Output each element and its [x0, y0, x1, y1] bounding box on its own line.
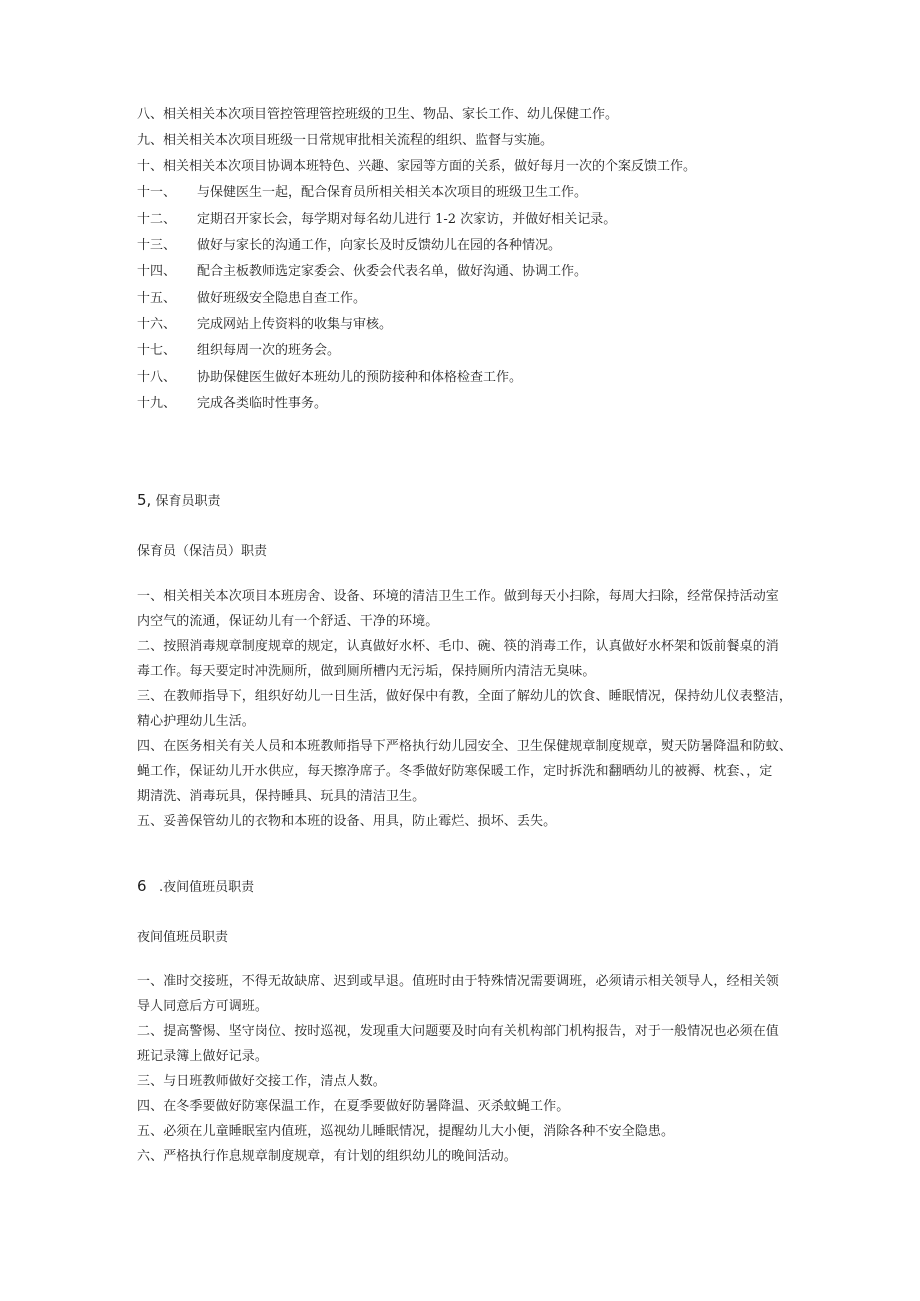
paragraph-line: 四、在冬季要做好防寒保温工作，在夏季要做好防暑降温、灭杀蚊蝇工作。 — [137, 1099, 570, 1114]
list-number: 十三、 — [137, 238, 177, 253]
paragraph-line: 精心护理幼儿生活。 — [137, 714, 255, 729]
section-heading — [137, 876, 254, 895]
list-number: 十六、 — [137, 317, 177, 332]
paragraph-line: 二、按照消毒规章制度规章的规定，认真做好水杯、毛巾、碗、筷的消毒工作，认真做好水杯架和饭前餐桌的消 — [137, 639, 779, 654]
paragraph-line: 六、严格执行作息规章制度规章，有计划的组织幼儿的晚间活动。 — [137, 1149, 517, 1164]
paragraph-line: 期清洗、消毒玩具，保持睡具、玩具的清洁卫生。 — [137, 789, 426, 804]
list-number: 十二、 — [137, 212, 177, 227]
paragraph-line: 四、在医务相关有关人员和本班教师指导下严格执行幼儿园安全、卫生保健规章制度规章，熨天防暑降温和防蚊、 — [137, 739, 793, 754]
paragraph-line: 毒工作。每天要定时冲洗厕所，做到厕所槽内无污垢，保持厕所内清洁无臭味。 — [137, 664, 596, 679]
list-number: 十四、 — [137, 264, 177, 279]
section-number: 5, — [137, 491, 152, 509]
list-text: 完成网站上传资料的收集与审核。 — [197, 317, 393, 332]
list-number: 十一、 — [137, 185, 177, 200]
section-heading — [137, 490, 220, 509]
paragraph-line: 蝇工作，保证幼儿开水供应，每天擦净席子。冬季做好防寒保暖工作，定时拆洗和翻晒幼儿的被褥、枕套、，定 — [137, 764, 773, 779]
paragraph — [137, 969, 793, 1169]
list-text: 做好与家长的沟通工作，向家长及时反馈幼儿在园的各种情况。 — [197, 238, 562, 253]
list-number: 十五、 — [137, 291, 177, 306]
section-subtitle: 夜间值班员职责 — [137, 930, 229, 945]
paragraph-line: 三、在教师指导下，组织好幼儿一日生活，做好保中有教，全面了解幼儿的饮食、睡眠情况，保持幼儿仪表整洁， — [137, 689, 793, 704]
paragraph-line: 三、与日班教师做好交接工作，清点人数。 — [137, 1074, 386, 1089]
list-text: 做好班级安全隐患自查工作。 — [197, 291, 367, 306]
paragraph-line: 五、必须在儿童睡眠室内值班，巡视幼儿睡眠情况，提醒幼儿大小便，消除各种不安全隐患。 — [137, 1124, 675, 1139]
list-number: 十九、 — [137, 396, 177, 411]
list-number: 十七、 — [137, 343, 177, 358]
list-number: 十八、 — [137, 370, 177, 385]
paragraph-line: 二、提高警惕、坚守岗位、按时巡视，发现重大问题要及时向有关机构部门机构报告，对于一般情况也必须在值 — [137, 1024, 779, 1039]
list-text: 协助保健医生做好本班幼儿的预防接种和体格检查工作。 — [197, 370, 523, 385]
paragraph — [137, 584, 793, 834]
list-item — [137, 290, 366, 308]
list-item: 九、相关相关本次项目班级一日常规审批相关流程的组织、监督与实施。 — [137, 133, 554, 148]
paragraph-line: 内空气的流通，保证幼儿有一个舒适、干净的环境。 — [137, 614, 439, 629]
section-subtitle: 保育员（保洁员）职责 — [137, 544, 268, 559]
list-text: 配合主板教师选定家委会、伙委会代表名单，做好沟通、协调工作。 — [197, 264, 588, 279]
list-item — [137, 369, 522, 387]
list-item: 八、相关相关本次项目管控管理管控班级的卫生、物品、家长工作、幼儿保健工作。 — [137, 107, 619, 122]
paragraph-line: 班记录簿上做好记录。 — [137, 1049, 269, 1064]
list-item — [137, 237, 561, 255]
list-text: 组织每周一次的班务会。 — [197, 343, 341, 358]
section-number: 6 — [137, 877, 147, 895]
list-item — [137, 211, 616, 229]
list-text: 定期召开家长会，每学期对每名幼儿进行 1-2 次家访，并做好相关记录。 — [197, 212, 617, 227]
paragraph-line: 一、相关相关本次项目本班房舍、设备、环境的清洁卫生工作。做到每天小扫除，每周大扫除，经常保持活动室 — [137, 589, 779, 604]
list-item — [137, 184, 587, 202]
paragraph-line: 五、妥善保管幼儿的衣物和本班的设备、用具，防止霉烂、损坏、丢失。 — [137, 814, 557, 829]
list-item: 十、相关相关本次项目协调本班特色、兴趣、家园等方面的关系，做好每月一次的个案反馈工作。 — [137, 159, 697, 174]
list-item — [137, 342, 340, 360]
paragraph-line: 导人同意后方可调班。 — [137, 999, 269, 1014]
list-item — [137, 395, 327, 413]
section-title: .夜间值班员职责 — [158, 880, 255, 895]
list-item — [137, 316, 392, 334]
list-item — [137, 263, 587, 281]
list-text: 与保健医生一起，配合保育员所相关相关本次项目的班级卫生工作。 — [197, 185, 588, 200]
list-text: 完成各类临时性事务。 — [197, 396, 328, 411]
paragraph-line: 一、准时交接班，不得无故缺席、迟到或早退。值班时由于特殊情况需要调班，必须请示相关领导人，经相关领 — [137, 974, 779, 989]
section-title: 保育员职责 — [155, 494, 221, 509]
